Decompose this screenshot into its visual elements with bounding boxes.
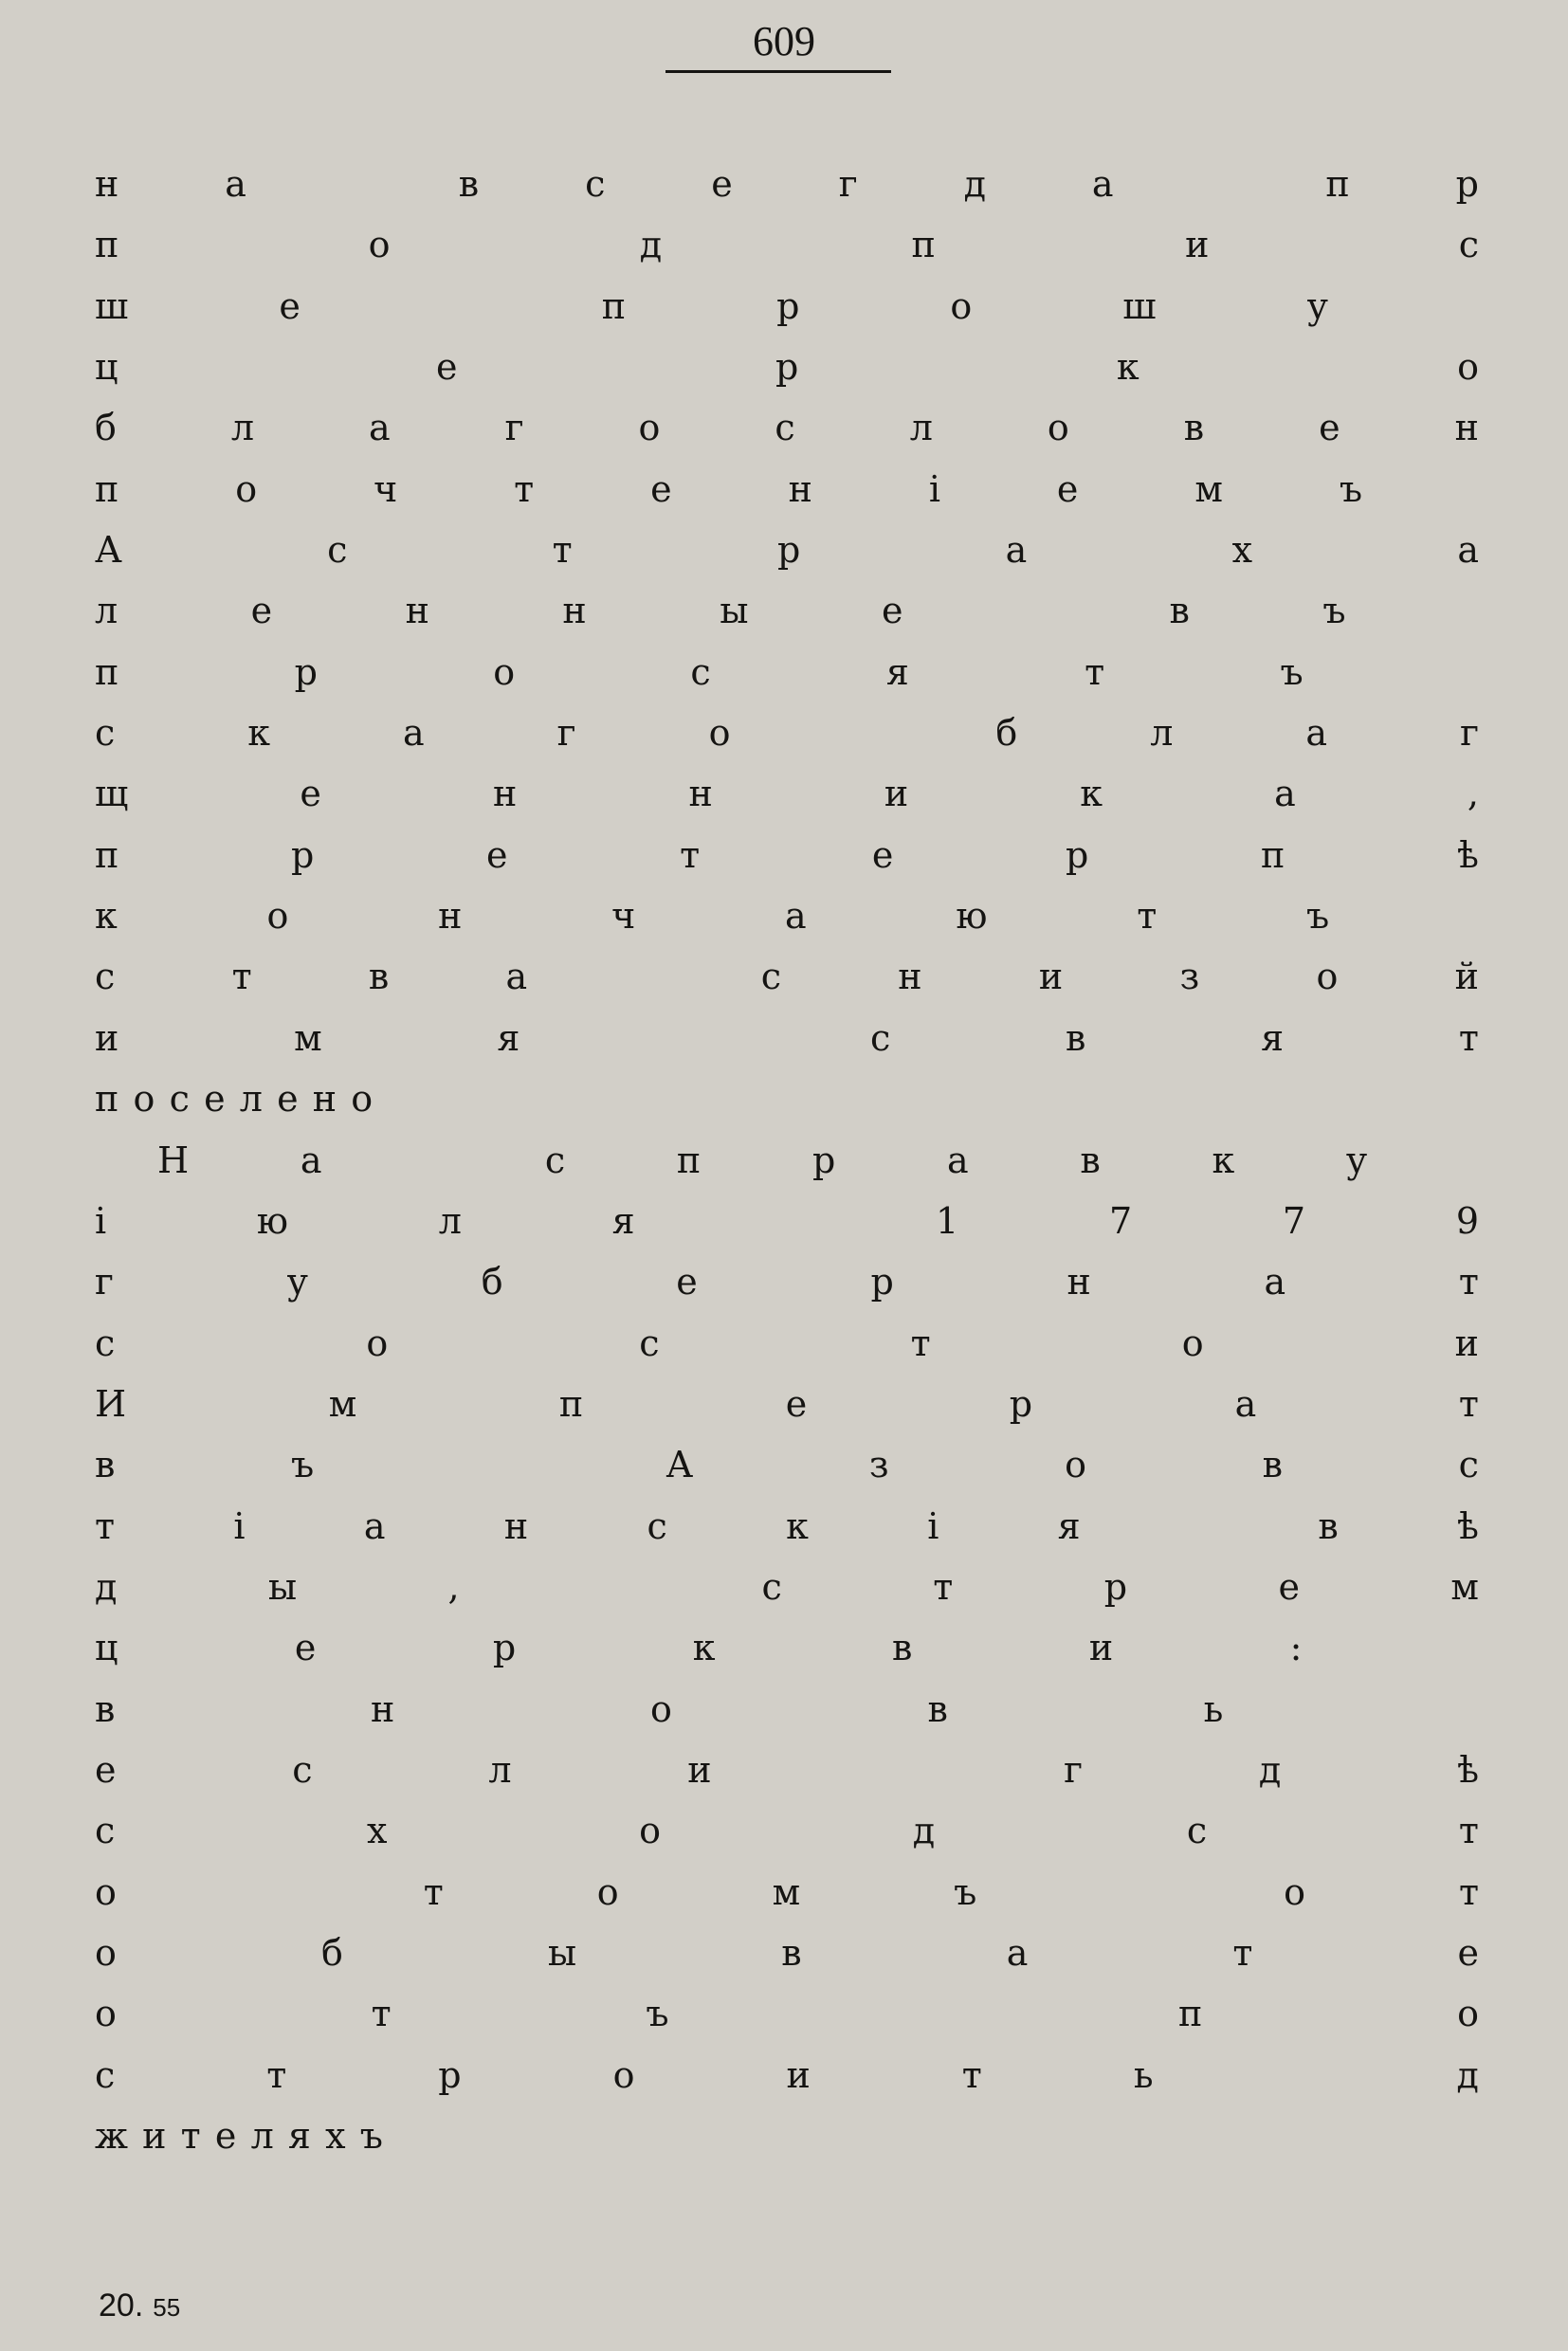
word: е	[300, 773, 321, 815]
text-line	[95, 519, 1479, 580]
word: и	[95, 1016, 119, 1059]
word: р	[294, 650, 318, 693]
word: о	[1047, 407, 1069, 449]
word: я	[611, 1199, 635, 1242]
page-number: 609	[753, 18, 815, 64]
text-line	[95, 2105, 1479, 2166]
text-line	[95, 276, 1479, 337]
word: с	[95, 1321, 116, 1364]
text-line	[95, 459, 1479, 519]
word: п	[95, 467, 119, 510]
word: о	[612, 2053, 635, 2096]
word: о	[1284, 1870, 1306, 1913]
word: ѣ	[1457, 1748, 1479, 1791]
word: 1	[936, 1199, 959, 1242]
text-line	[95, 763, 1479, 824]
text-line	[95, 154, 1479, 214]
word: р	[1455, 163, 1479, 205]
word: е	[1056, 467, 1079, 510]
text-line	[95, 1923, 1479, 1983]
word: б	[95, 407, 117, 449]
word: е	[1319, 407, 1340, 449]
word: п	[95, 1078, 119, 1121]
word: х	[1231, 529, 1253, 572]
word: н	[898, 956, 922, 998]
text-line	[95, 1983, 1479, 2044]
word: т	[1137, 895, 1158, 938]
word: и	[786, 2053, 811, 2096]
word: с	[95, 1810, 116, 1852]
word: о	[366, 1321, 389, 1364]
word: і	[95, 1199, 107, 1242]
word: в	[458, 163, 480, 205]
word: ъ	[954, 1870, 977, 1913]
body-text	[95, 154, 1479, 2166]
word: о	[638, 407, 661, 449]
word: а	[1264, 1261, 1286, 1303]
word: ,	[1467, 773, 1479, 815]
word: т	[1085, 650, 1105, 693]
word: а	[1234, 1382, 1257, 1425]
word: а	[369, 407, 391, 449]
word: г	[556, 712, 576, 755]
word: п	[676, 1139, 702, 1181]
word: е	[277, 1078, 299, 1121]
text-line	[95, 1130, 1479, 1191]
word: 7	[1108, 1199, 1133, 1242]
word: е	[881, 590, 903, 632]
word: е	[1457, 1931, 1479, 1974]
word: р	[492, 1627, 517, 1669]
word: з	[1179, 956, 1200, 998]
word: к	[1080, 773, 1103, 815]
word: ц	[95, 1627, 119, 1669]
word: о	[368, 224, 391, 266]
word: т	[231, 956, 252, 998]
word: р	[291, 833, 315, 876]
word: л	[95, 590, 119, 632]
word: е	[95, 1748, 117, 1791]
word: о	[95, 1993, 117, 2035]
word: а	[403, 712, 425, 755]
text-line	[95, 1251, 1479, 1312]
word: г	[1460, 712, 1479, 755]
word: н	[788, 467, 812, 510]
text-line	[95, 1800, 1479, 1861]
text-line	[95, 1374, 1479, 1434]
word: а	[505, 956, 528, 998]
word: х	[367, 1810, 388, 1852]
word: и	[884, 773, 909, 815]
word: а	[1274, 773, 1296, 815]
text-line	[95, 1313, 1479, 1374]
word: м	[294, 1016, 322, 1059]
word: ю	[956, 895, 988, 938]
word: е	[204, 1078, 226, 1121]
word: е	[650, 467, 672, 510]
word: о	[650, 1687, 672, 1730]
word: г	[95, 1261, 114, 1303]
text-line	[95, 214, 1479, 275]
word: п	[558, 1382, 584, 1425]
word: с	[869, 1016, 891, 1059]
word: п	[95, 650, 119, 693]
text-line	[95, 1557, 1479, 1617]
word: е	[1278, 1565, 1300, 1608]
word: с	[1186, 1810, 1208, 1852]
word: И	[95, 1382, 127, 1425]
text-line	[95, 337, 1479, 397]
word: а	[1457, 529, 1479, 572]
word: е	[676, 1261, 698, 1303]
word: н	[371, 1687, 395, 1730]
word: л	[909, 407, 933, 449]
word: с	[690, 650, 711, 693]
text-line	[95, 885, 1479, 946]
word: ъ	[646, 1993, 669, 2035]
word: о	[1065, 1444, 1087, 1486]
text-line	[95, 2045, 1479, 2105]
word: р	[775, 346, 799, 389]
word: н	[95, 163, 119, 205]
word: с	[1458, 224, 1479, 266]
text-line	[95, 580, 1479, 641]
word: а	[1305, 712, 1328, 755]
word: о	[639, 1810, 662, 1852]
text-line	[95, 1434, 1479, 1495]
word: :	[1289, 1627, 1303, 1669]
word: н	[312, 1078, 337, 1121]
signature-sub: 55	[153, 2293, 181, 2322]
word: в	[95, 1444, 116, 1486]
text-line	[95, 1191, 1479, 1251]
word: е	[711, 163, 733, 205]
word: в	[781, 1931, 802, 1974]
word: о	[266, 895, 289, 938]
word: с	[775, 407, 795, 449]
word: ь	[1203, 1687, 1224, 1730]
word: т	[95, 1504, 116, 1547]
word: д	[639, 224, 663, 266]
word: ы	[547, 1931, 577, 1974]
word: н	[688, 773, 713, 815]
word: р	[776, 284, 800, 327]
word: с	[327, 529, 348, 572]
word: р	[438, 2053, 462, 2096]
word: А	[95, 529, 122, 572]
word: с	[761, 1565, 782, 1608]
word: а	[1091, 163, 1114, 205]
word: т	[514, 467, 535, 510]
word: н	[493, 773, 518, 815]
word: ъ	[359, 2115, 383, 2157]
word: т	[1458, 1810, 1479, 1852]
word: ю	[256, 1199, 288, 1242]
word: п	[1261, 833, 1285, 876]
text-line	[95, 1862, 1479, 1923]
word: о	[95, 1870, 117, 1913]
word: и	[1454, 1321, 1479, 1364]
word: п	[1325, 163, 1350, 205]
word: е	[435, 346, 458, 389]
word: о	[95, 1931, 117, 1974]
word: д	[912, 1810, 936, 1852]
word: о	[493, 650, 516, 693]
page-number-underline	[665, 70, 891, 73]
word: 9	[1455, 1199, 1479, 1242]
word: н	[1067, 1261, 1091, 1303]
word: я	[497, 1016, 520, 1059]
word: р	[811, 1139, 836, 1181]
word: в	[1318, 1504, 1339, 1547]
word: ѣ	[1457, 833, 1479, 876]
word: и	[142, 2115, 167, 2157]
word: и	[1185, 224, 1210, 266]
text-line	[95, 1008, 1479, 1068]
word: н	[503, 1504, 529, 1547]
word: с	[95, 712, 116, 755]
word: й	[1454, 956, 1479, 998]
word: г	[504, 407, 524, 449]
word: о	[235, 467, 258, 510]
word: л	[230, 407, 255, 449]
word: о	[596, 1870, 619, 1913]
word: ь	[1133, 2053, 1154, 2096]
text-line	[95, 1617, 1479, 1678]
word: Н	[157, 1139, 190, 1181]
word: с	[585, 163, 606, 205]
word: ъ	[1280, 650, 1304, 693]
word: в	[1080, 1139, 1101, 1181]
word: ѣ	[1457, 1504, 1479, 1547]
text-line	[95, 1068, 1479, 1129]
word: а	[946, 1139, 969, 1181]
word: н	[562, 590, 587, 632]
word: и	[687, 1748, 712, 1791]
text-line	[95, 946, 1479, 1007]
word: л	[488, 1748, 512, 1791]
word: д	[95, 1565, 118, 1608]
word: о	[1457, 346, 1479, 389]
printer-signature	[99, 2287, 180, 2326]
word: я	[1261, 1016, 1285, 1059]
word: а	[225, 163, 246, 205]
word: а	[300, 1139, 322, 1181]
word: з	[868, 1444, 889, 1486]
word: б	[995, 712, 1018, 755]
word: А	[665, 1444, 694, 1486]
word: о	[1457, 1993, 1479, 2035]
word: щ	[95, 773, 129, 815]
text-line	[95, 1496, 1479, 1557]
word: ц	[95, 346, 119, 389]
word: у	[1306, 284, 1328, 327]
word: е	[279, 284, 301, 327]
word: ъ	[1322, 590, 1346, 632]
word: с	[544, 1139, 566, 1181]
word: т	[180, 2115, 201, 2157]
word: л	[250, 2115, 274, 2157]
word: г	[838, 163, 858, 205]
word: т	[1458, 1261, 1479, 1303]
word: с	[292, 1748, 313, 1791]
text-line	[95, 825, 1479, 885]
word: м	[1194, 467, 1223, 510]
word: к	[786, 1504, 809, 1547]
word: а	[785, 895, 807, 938]
word: п	[601, 284, 627, 327]
word: п	[95, 833, 119, 876]
word: с	[647, 1504, 667, 1547]
word: е	[250, 590, 273, 632]
word: ш	[95, 284, 129, 327]
word: б	[320, 1931, 343, 1974]
word: м	[328, 1382, 357, 1425]
word: р	[1103, 1565, 1128, 1608]
word: о	[1181, 1321, 1204, 1364]
text-line	[95, 397, 1479, 458]
word: и	[1088, 1627, 1114, 1669]
word: ш	[1122, 284, 1157, 327]
word: е	[871, 833, 894, 876]
word: о	[708, 712, 731, 755]
word: а	[1006, 1931, 1029, 1974]
word: в	[95, 1687, 116, 1730]
word: я	[287, 2115, 311, 2157]
word: ы	[267, 1565, 298, 1608]
word: к	[95, 895, 118, 938]
word: т	[961, 2053, 982, 2096]
word: и	[1038, 956, 1064, 998]
word: в	[1169, 590, 1190, 632]
word: т	[1458, 1870, 1479, 1913]
word: в	[891, 1627, 913, 1669]
word: ъ	[291, 1444, 315, 1486]
word: ч	[374, 467, 398, 510]
word: г	[1064, 1748, 1084, 1791]
word: а	[363, 1504, 386, 1547]
word: н	[438, 895, 463, 938]
word: і	[927, 1504, 939, 1547]
word: ч	[611, 895, 636, 938]
word: х	[325, 2115, 346, 2157]
word: ж	[95, 2115, 128, 2157]
word: т	[266, 2053, 287, 2096]
word: р	[1066, 833, 1089, 876]
word: п	[95, 224, 119, 266]
word: с	[95, 2053, 116, 2096]
word: я	[1057, 1504, 1081, 1547]
word: с	[760, 956, 782, 998]
word: т	[423, 1870, 444, 1913]
word: н	[405, 590, 429, 632]
word: к	[1212, 1139, 1235, 1181]
word: т	[552, 529, 573, 572]
word: т	[933, 1565, 954, 1608]
word: т	[371, 1993, 392, 2035]
word: ъ	[1306, 895, 1330, 938]
text-line	[95, 1679, 1479, 1740]
word: н	[1454, 407, 1479, 449]
word: л	[1150, 712, 1174, 755]
word: б	[481, 1261, 503, 1303]
word: ы	[720, 590, 749, 632]
word: ,	[447, 1565, 460, 1608]
word: ъ	[1339, 467, 1363, 510]
word: т	[910, 1321, 931, 1364]
word: с	[639, 1321, 660, 1364]
word: р	[777, 529, 801, 572]
word: я	[885, 650, 909, 693]
word: т	[680, 833, 701, 876]
word: о	[1316, 956, 1339, 998]
signature-main: 20.	[99, 2287, 144, 2324]
word: а	[1005, 529, 1028, 572]
word: м	[1450, 1565, 1479, 1608]
word: л	[438, 1199, 462, 1242]
word: т	[1458, 1382, 1479, 1425]
word: с	[1458, 1444, 1479, 1486]
word: в	[368, 956, 390, 998]
word: к	[1116, 346, 1140, 389]
word: е	[486, 833, 508, 876]
word: р	[870, 1261, 894, 1303]
word: р	[1009, 1382, 1033, 1425]
word: с	[169, 1078, 190, 1121]
word: у	[1345, 1139, 1368, 1181]
word: о	[133, 1078, 155, 1121]
word: п	[911, 224, 936, 266]
word: е	[785, 1382, 808, 1425]
word: м	[772, 1870, 801, 1913]
word: п	[1178, 1993, 1203, 2035]
word: к	[247, 712, 271, 755]
word: д	[963, 163, 986, 205]
word: с	[95, 956, 116, 998]
word: і	[928, 467, 940, 510]
word: д	[1258, 1748, 1282, 1791]
word: у	[286, 1261, 308, 1303]
word: л	[239, 1078, 263, 1121]
word: в	[927, 1687, 948, 1730]
word: к	[692, 1627, 716, 1669]
word: е	[214, 2115, 237, 2157]
word: о	[950, 284, 973, 327]
text-line	[95, 702, 1479, 763]
word: 7	[1282, 1199, 1306, 1242]
word: о	[351, 1078, 374, 1121]
word: е	[294, 1627, 317, 1669]
word: д	[1456, 2053, 1479, 2096]
word: в	[1262, 1444, 1284, 1486]
text-line	[95, 1740, 1479, 1800]
word: в	[1066, 1016, 1086, 1059]
word: т	[1232, 1931, 1253, 1974]
word: і	[233, 1504, 246, 1547]
text-line	[95, 642, 1479, 702]
word: в	[1183, 407, 1205, 449]
word: т	[1458, 1016, 1479, 1059]
